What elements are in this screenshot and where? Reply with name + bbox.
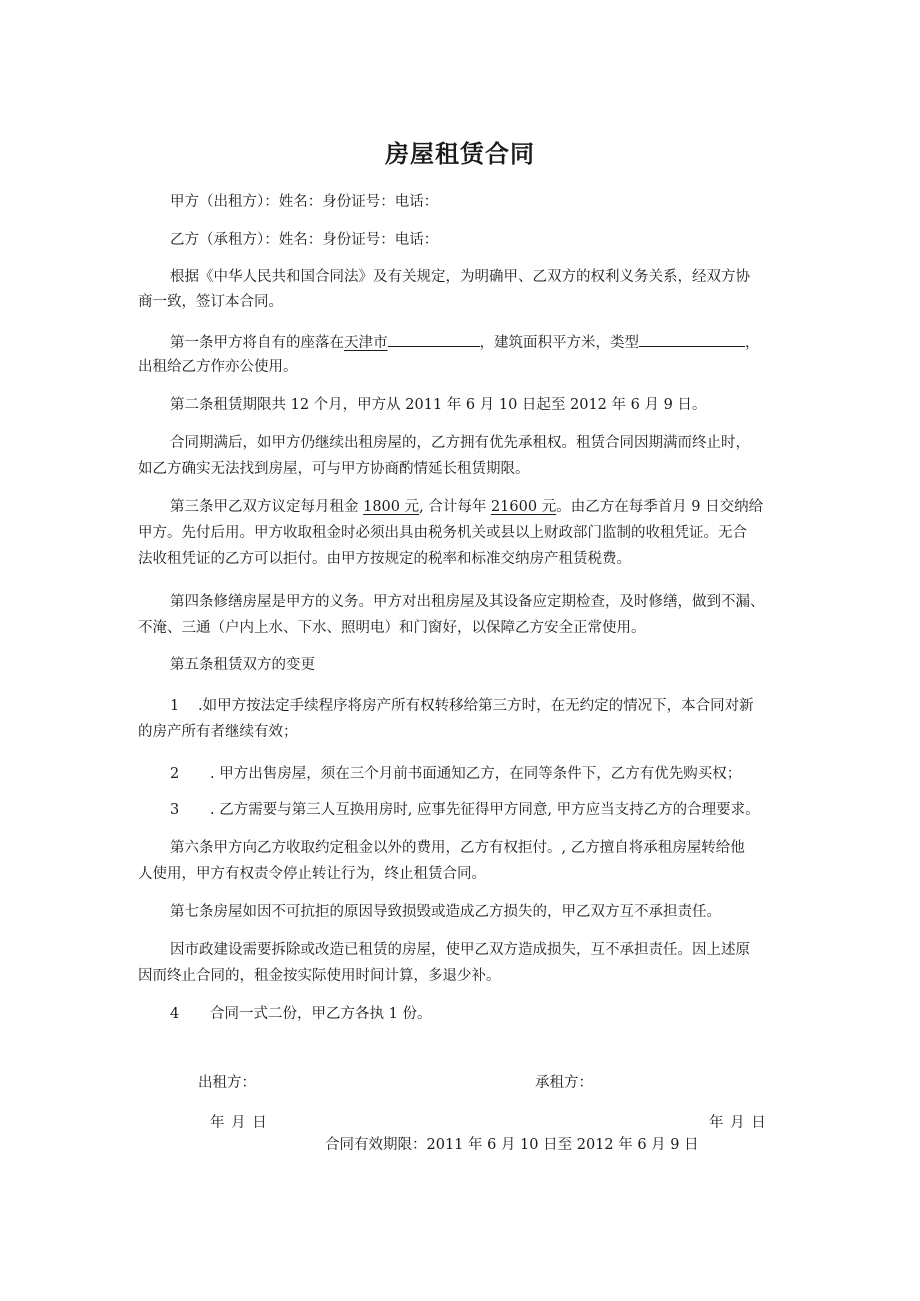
lessor-date: 年 月 日 — [210, 1115, 267, 1131]
article-5-item-2 — [170, 765, 790, 783]
article-5-item-1-line-2: 的房产所有者继续有效； — [138, 724, 298, 740]
item-3-number: 3 — [170, 802, 180, 818]
item-4-number: 4 — [170, 1006, 180, 1022]
article-3-mid: , 合计每年 — [419, 499, 491, 515]
validity-period: 合同有效期限：2011 年 6 月 10 日至 2012 年 6 月 9 日 — [325, 1137, 699, 1153]
location-blank — [388, 332, 480, 347]
copies-text: 合同一式二份，甲乙方各执 1 份。 — [210, 1006, 432, 1022]
article-1-mid: ，建筑面积平方米，类型 — [479, 335, 639, 351]
party-b-line: 乙方（承租方）：姓名：身份证号：电话： — [170, 232, 439, 248]
page-title: 房屋租赁合同 — [385, 140, 535, 168]
lessor-signature-label: 出租方： — [198, 1075, 256, 1091]
article-1-line-1 — [170, 332, 790, 352]
article-3-pre: 第三条甲乙双方议定每月租金 — [170, 499, 364, 515]
item-1-number: 1 — [170, 698, 180, 714]
municipal-line-1: 因市政建设需要拆除或改造已租赁的房屋，使甲乙双方造成损失，互不承担责任。因上述原 — [170, 942, 750, 958]
renewal-line-1: 合同期满后，如甲方仍继续出租房屋的，乙方拥有优先承租权。租赁合同因期满而终止时， — [170, 435, 750, 451]
monthly-rent: 1800 元 — [363, 499, 420, 515]
article-4-line-2: 不淹、三通（户内上水、下水、照明电）和门窗好，以保障乙方安全正常使用。 — [138, 620, 646, 636]
intro-line-2: 商一致，签订本合同。 — [138, 294, 283, 310]
article-3-line-1 — [170, 498, 790, 516]
article-3-post: 。由乙方在每季首月 9 日交纳给 — [556, 499, 764, 515]
lessee-signature-label: 承租方： — [535, 1075, 593, 1091]
article-2-line: 第二条租赁期限共 12 个月，甲方从 2011 年 6 月 10 日起至 2012 年 6 月 9 日。 — [170, 397, 707, 413]
party-a-line: 甲方（出租方）：姓名：身份证号：电话： — [170, 194, 439, 210]
intro-line-1: 根据《中华人民共和国合同法》及有关规定，为明确甲、乙双方的权利义务关系，经双方协 — [170, 269, 750, 285]
lessee-date: 年 月 日 — [709, 1115, 766, 1131]
item-1-text: .如甲方按法定手续程序将房产所有权转移给第三方时，在无约定的情况下，本合同对新 — [198, 698, 754, 714]
article-3-line-2: 甲方。先付后用。甲方收取租金时必须出具由税务机关或县以上财政部门监制的收租凭证。无合 — [138, 525, 747, 541]
article-7-line: 第七条房屋如因不可抗拒的原因导致损毁或造成乙方损失的，甲乙双方互不承担责任。 — [170, 904, 721, 920]
article-6-line-1: 第六条甲方向乙方收取约定租金以外的费用，乙方有权拒付。, 乙方擅自将承租房屋转给他 — [170, 840, 745, 856]
item-2-text: . 甲方出售房屋，须在三个月前书面通知乙方，在同等条件下，乙方有优先购买权； — [210, 766, 742, 782]
article-5-item-1-line-1 — [170, 697, 790, 715]
article-6-line-2: 人使用，甲方有权责令停止转让行为，终止租赁合同。 — [138, 866, 486, 882]
article-1-city: 天津市 — [344, 335, 388, 351]
article-1-post: ， — [745, 335, 760, 351]
copies-line — [170, 1005, 790, 1023]
article-4-line-1: 第四条修缮房屋是甲方的义务。甲方对出租房屋及其设备应定期检查，及时修缮，做到不漏、 — [170, 594, 765, 610]
municipal-line-2: 因而终止合同的，租金按实际使用时间计算，多退少补。 — [138, 968, 501, 984]
renewal-line-2: 如乙方确实无法找到房屋，可与甲方协商酌情延长租赁期限。 — [138, 461, 530, 477]
article-5-item-3 — [170, 801, 790, 819]
article-3-line-3: 法收租凭证的乙方可以拒付。由甲方按规定的税率和标准交纳房产租赁税费。 — [138, 551, 631, 567]
yearly-rent: 21600 元 — [490, 499, 557, 515]
item-3-text: . 乙方需要与第三人互换用房时, 应事先征得甲方同意, 甲方应当支持乙方的合理要求。 — [210, 802, 760, 818]
article-5-heading: 第五条租赁双方的变更 — [170, 657, 315, 673]
item-2-number: 2 — [170, 766, 180, 782]
article-1-pre: 第一条甲方将自有的座落在 — [170, 335, 344, 351]
type-blank — [639, 332, 745, 347]
article-1-line-2: 出租给乙方作亦公使用。 — [138, 359, 298, 375]
